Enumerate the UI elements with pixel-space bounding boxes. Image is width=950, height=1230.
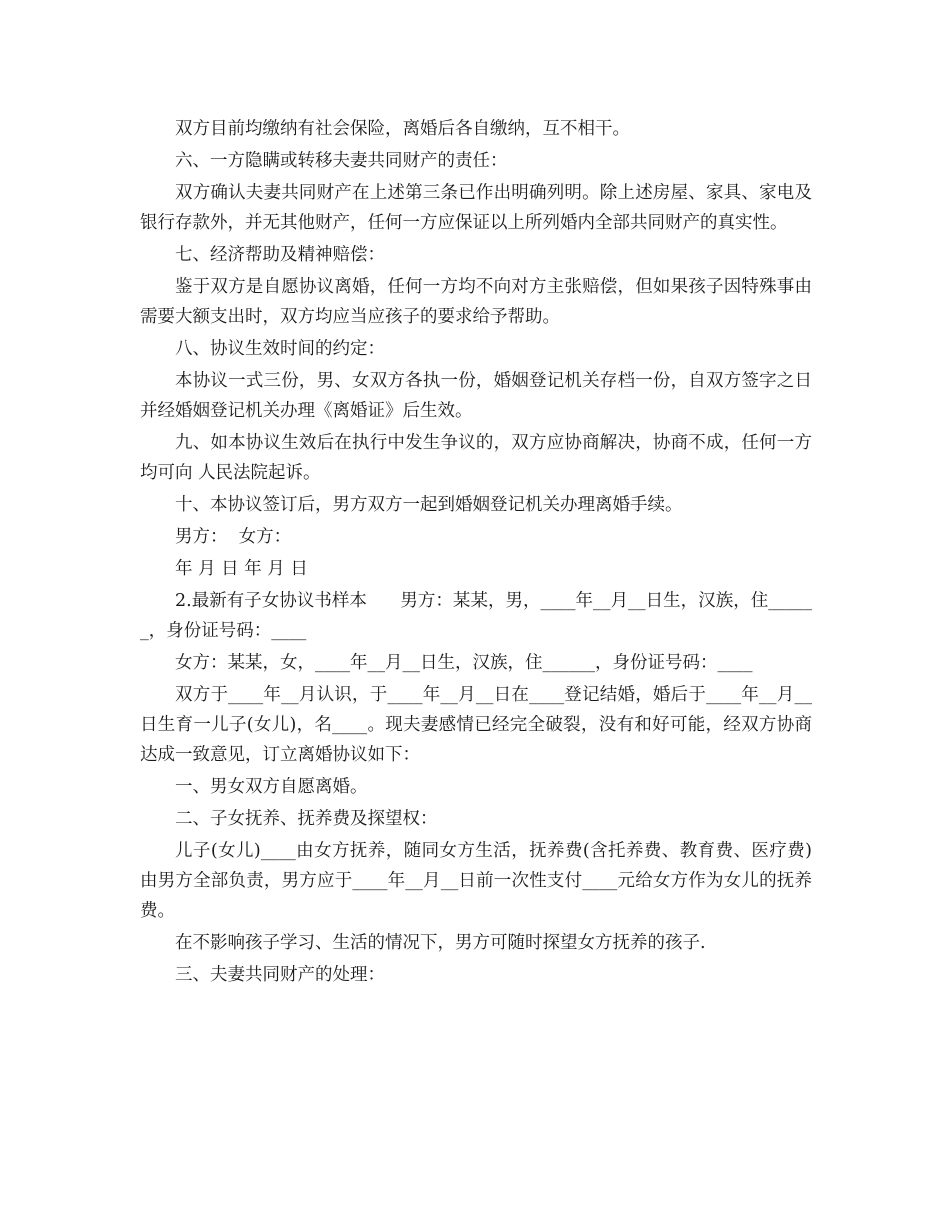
section-heading-6: 六、一方隐瞒或转移夫妻共同财产的责任： [175, 151, 508, 171]
signature-line: 男方： 女方： [175, 527, 292, 547]
clause-2-heading: 二、子女抚养、抚养费及探望权： [175, 809, 438, 829]
female-party-info: 女方：某某，女，____年__月__日生，汉族，住______，身份证号码：____ [175, 653, 753, 673]
clause-1-divorce: 一、男女双方自愿离婚。 [175, 777, 368, 797]
paragraph-marriage-background: 双方于____年__月认识，于____年__月__日在____登记结婚，婚后于____年__月__日生育一儿子(女儿)，名____。现夫妻感情已经完全破裂，没有和好可能，经双方协商达成一致意见，订立离婚协议如下： [140, 685, 812, 765]
paragraph-visitation: 在不影响孩子学习、生活的情况下，男方可随时探望女方抚养的孩子. [175, 933, 706, 953]
paragraph-effective-date: 本协议一式三份，男、女双方各执一份，婚姻登记机关存档一份，自双方签字之日并经婚姻登记机关办理《离婚证》后生效。 [140, 371, 812, 421]
document-body [140, 114, 812, 992]
paragraph-child-support: 儿子(女儿)____由女方抚养，随同女方生活，抚养费(含托养费、教育费、医疗费)由男方全部负责，男方应于____年__月__日前一次性支付____元给女方作为女儿的抚养费。 [140, 841, 812, 921]
date-line: 年 月 日 年 月 日 [175, 559, 308, 579]
paragraph-compensation: 鉴于双方是自愿协议离婚，任何一方均不向对方主张赔偿，但如果孩子因特殊事由需要大额支出时，双方均应当应孩子的要求给予帮助。 [140, 277, 812, 327]
section-heading-7: 七、经济帮助及精神赔偿： [175, 245, 385, 265]
paragraph-social-insurance: 双方目前均缴纳有社会保险，离婚后各自缴纳，互不相干。 [175, 119, 630, 139]
paragraph-dispute-resolution: 九、如本协议生效后在执行中发生争议的，双方应协商解决，协商不成，任何一方均可向 人民法院起诉。 [140, 433, 812, 483]
clause-3-heading: 三、夫妻共同财产的处理： [175, 965, 385, 985]
paragraph-property-confirmation: 双方确认夫妻共同财产在上述第三条已作出明确列明。除上述房屋、家具、家电及银行存款外，并无其他财产，任何一方应保证以上所列婚内全部共同财产的真实性。 [140, 183, 812, 233]
paragraph-registration: 十、本协议签订后，男方双方一起到婚姻登记机关办理离婚手续。 [175, 495, 683, 515]
sample-title-and-male-party: 2.最新有子女协议书样本 男方：某某，男，____年__月__日生，汉族，住______，身份证号码：____ [140, 591, 812, 641]
section-heading-8: 八、协议生效时间的约定： [175, 339, 385, 359]
